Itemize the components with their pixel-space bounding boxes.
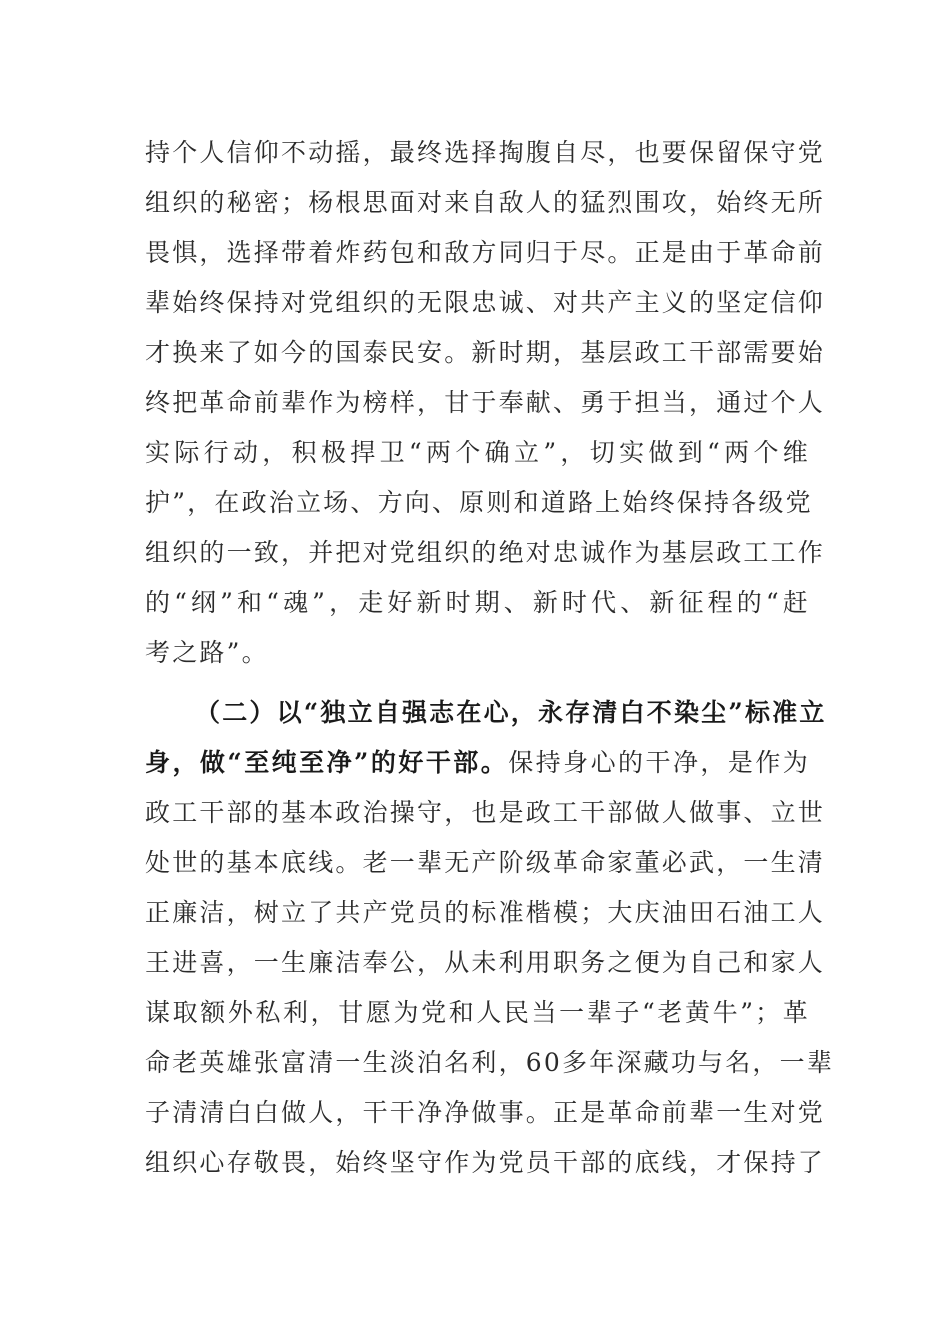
text-line: 组织心存敬畏，始终坚守作为党员干部的底线，才保持了 bbox=[145, 1148, 826, 1177]
text-line: 谋取额外私利，甘愿为党和人民当一辈子“老黄牛”；革 bbox=[145, 998, 810, 1027]
text-line: 护”，在政治立场、方向、原则和道路上始终保持各级党 bbox=[145, 488, 813, 517]
text-line: 王进喜，一生廉洁奉公，从未利用职务之便为自己和家人 bbox=[145, 948, 826, 977]
text-line: 实际行动，积极捍卫“两个确立”，切实做到“两个维 bbox=[145, 438, 810, 467]
text-line: 处世的基本底线。老一辈无产阶级革命家董必武，一生清 bbox=[145, 848, 826, 877]
text-line: 考之路”。 bbox=[145, 638, 269, 667]
text-line: 的“纲”和“魂”，走好新时期、新时代、新征程的“赶 bbox=[145, 588, 810, 617]
text-line: 组织的一致，并把对党组织的绝对忠诚作为基层政工工作 bbox=[145, 538, 826, 567]
section-heading-end: 身，做“至纯至净”的好干部。 bbox=[145, 748, 509, 777]
text-line: 组织的秘密；杨根思面对来自敌人的猛烈围攻，始终无所 bbox=[145, 188, 826, 217]
text-line: 政工干部的基本政治操守，也是政工干部做人做事、立世 bbox=[145, 798, 826, 827]
text-line: 正廉洁，树立了共产党员的标准楷模；大庆油田石油工人 bbox=[145, 898, 826, 927]
text-line: 终把革命前辈作为榜样，甘于奉献、勇于担当，通过个人 bbox=[145, 388, 826, 417]
text-line: 持个人信仰不动摇，最终选择掏腹自尽，也要保留保守党 bbox=[145, 138, 826, 167]
text-span: 保持身心的干净，是作为 bbox=[508, 748, 811, 777]
text-line: 畏惧，选择带着炸药包和敌方同归于尽。正是由于革命前 bbox=[145, 238, 826, 267]
text-line: 子清清白白做人，干干净净做事。正是革命前辈一生对党 bbox=[145, 1098, 826, 1127]
section-heading: （二）以“独立自强志在心，永存清白不染尘”标准立 bbox=[195, 698, 827, 727]
text-line: 才换来了如今的国泰民安。新时期，基层政工干部需要始 bbox=[145, 338, 826, 367]
section-heading-line-2 bbox=[145, 743, 810, 783]
text-line: 命老英雄张富清一生淡泊名利，60多年深藏功与名，一辈 bbox=[145, 1048, 835, 1077]
text-line: 辈始终保持对党组织的无限忠诚、对共产主义的坚定信仰 bbox=[145, 288, 826, 317]
